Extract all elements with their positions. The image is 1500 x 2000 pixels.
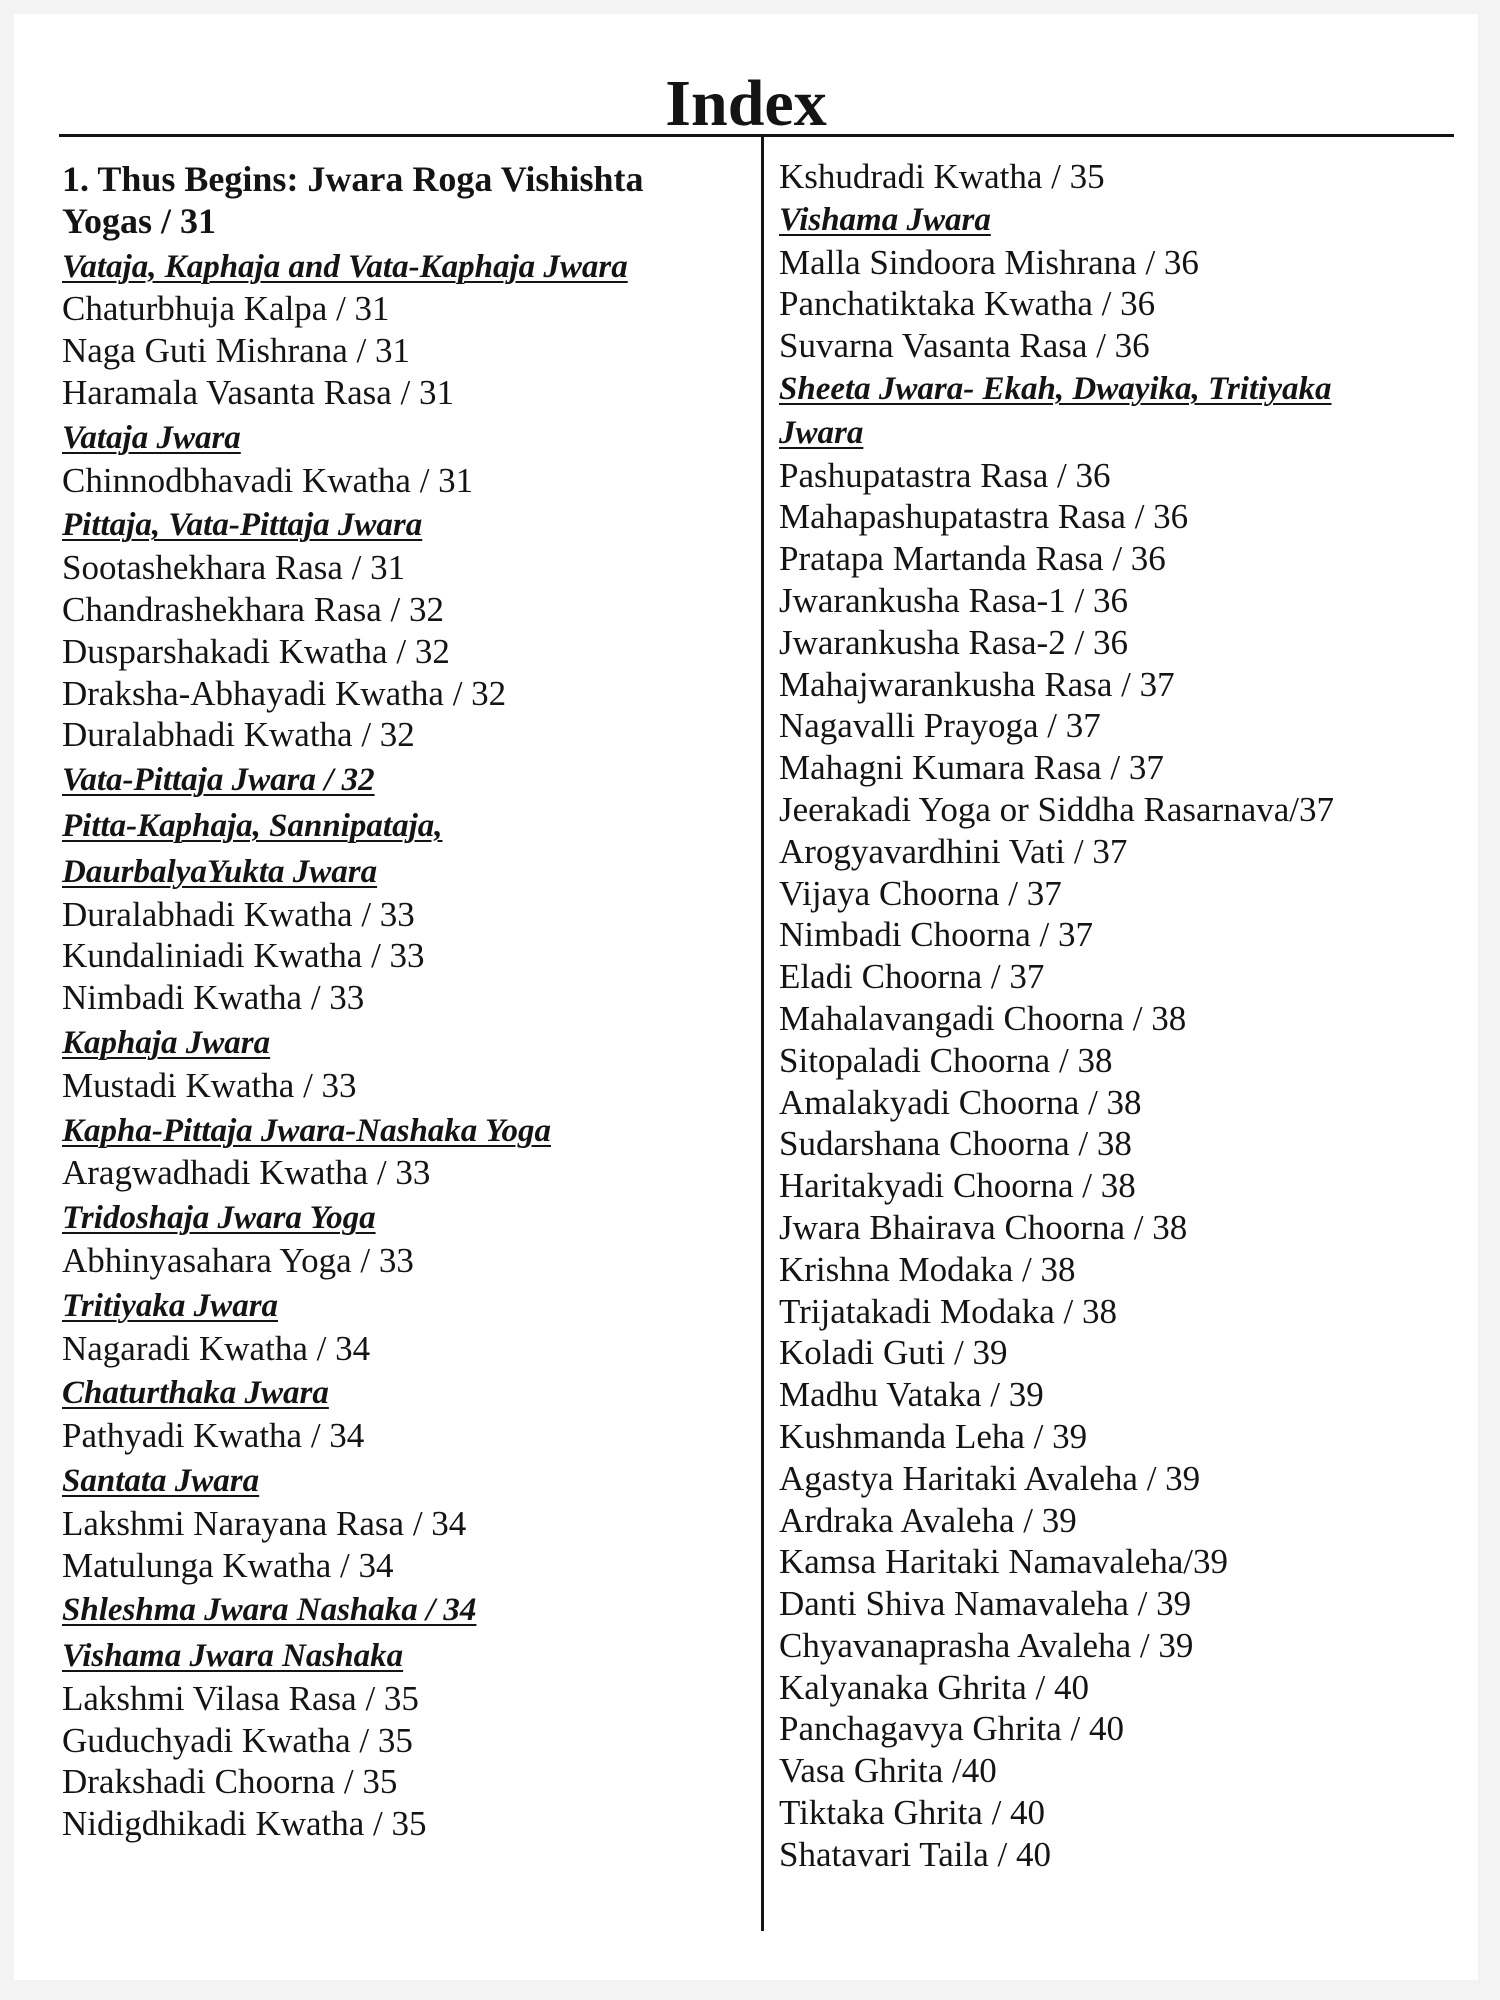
section-heading: Jwara <box>779 414 864 451</box>
index-entry: Kundaliniadi Kwatha / 33 <box>62 936 425 976</box>
section-heading: Vishama Jwara Nashaka <box>62 1638 404 1675</box>
index-entry: Vijaya Choorna / 37 <box>779 873 1062 913</box>
index-entry: Kushmanda Leha / 39 <box>779 1416 1088 1456</box>
index-entry: Guduchyadi Kwatha / 35 <box>62 1720 413 1760</box>
index-entry: Pratapa Martanda Rasa / 36 <box>779 539 1166 579</box>
index-entry: Mahalavangadi Choorna / 38 <box>779 998 1187 1038</box>
index-entry: Chaturbhuja Kalpa / 31 <box>62 289 390 329</box>
index-entry: Kamsa Haritaki Namavaleha/39 <box>779 1542 1228 1582</box>
index-entry: Chandrashekhara Rasa / 32 <box>62 589 444 629</box>
index-entry: Chyavanaprasha Avaleha / 39 <box>779 1625 1194 1665</box>
index-entry: Nidigdhikadi Kwatha / 35 <box>62 1804 427 1844</box>
index-entry: Draksha-Abhayadi Kwatha / 32 <box>62 673 507 713</box>
index-entry: Vasa Ghrita /40 <box>779 1751 997 1791</box>
index-entry: Sitopaladi Choorna / 38 <box>779 1040 1113 1080</box>
section-heading: Kapha-Pittaja Jwara-Nashaka Yoga <box>62 1112 551 1149</box>
index-entry: Mahapashupatastra Rasa / 36 <box>779 497 1189 537</box>
right-index-column <box>779 156 1469 1876</box>
index-entry: Shatavari Taila / 40 <box>779 1834 1051 1874</box>
index-entry: Duralabhadi Kwatha / 33 <box>62 894 415 934</box>
section-heading: Shleshma Jwara Nashaka / 34 <box>62 1592 477 1629</box>
index-entry: Malla Sindoora Mishrana / 36 <box>779 242 1199 282</box>
section-heading: Vataja, Kaphaja and Vata-Kaphaja Jwara <box>62 248 628 285</box>
column-divider <box>761 136 764 1931</box>
index-entry: Panchagavya Ghrita / 40 <box>779 1709 1125 1749</box>
index-entry: Danti Shiva Namavaleha / 39 <box>779 1584 1192 1624</box>
section-heading: Chaturthaka Jwara <box>62 1375 329 1412</box>
index-entry: Dusparshakadi Kwatha / 32 <box>62 631 450 671</box>
index-entry: Jwarankusha Rasa-2 / 36 <box>779 622 1128 662</box>
index-entry: Mahagni Kumara Rasa / 37 <box>779 748 1164 788</box>
index-entry: Lakshmi Vilasa Rasa / 35 <box>62 1678 419 1718</box>
index-entry: Arogyavardhini Vati / 37 <box>779 831 1128 871</box>
index-entry: Jwara Bhairava Choorna / 38 <box>779 1207 1188 1247</box>
section-heading: Kaphaja Jwara <box>62 1024 271 1061</box>
section-heading: Tritiyaka Jwara <box>62 1287 279 1324</box>
index-entry: Aragwadhadi Kwatha / 33 <box>62 1153 431 1193</box>
section-heading: Vataja Jwara <box>62 419 241 456</box>
left-index-column <box>62 159 752 1845</box>
index-entry: Amalakyadi Choorna / 38 <box>779 1082 1142 1122</box>
section-heading: Sheeta Jwara- Ekah, Dwayika, Tritiyaka <box>779 370 1332 407</box>
index-entry: Krishna Modaka / 38 <box>779 1249 1076 1289</box>
page-title: Index <box>665 67 827 140</box>
index-entry: Jeerakadi Yoga or Siddha Rasarnava/37 <box>779 789 1335 829</box>
index-entry: Koladi Guti / 39 <box>779 1333 1008 1373</box>
index-entry: Jwarankusha Rasa-1 / 36 <box>779 580 1128 620</box>
index-entry: Panchatiktaka Kwatha / 36 <box>779 284 1156 324</box>
index-entry: Naga Guti Mishrana / 31 <box>62 331 410 371</box>
index-entry: Nagaradi Kwatha / 34 <box>62 1328 371 1368</box>
index-entry: Matulunga Kwatha / 34 <box>62 1545 394 1585</box>
index-entry: Mahajwarankusha Rasa / 37 <box>779 664 1175 704</box>
index-entry: Nimbadi Kwatha / 33 <box>62 978 365 1018</box>
section-heading: Vata-Pittaja Jwara / 32 <box>62 762 375 799</box>
index-entry: Trijatakadi Modaka / 38 <box>779 1291 1117 1331</box>
title-rule <box>59 134 1454 137</box>
index-entry: Agastya Haritaki Avaleha / 39 <box>779 1458 1201 1498</box>
index-entry: Duralabhadi Kwatha / 32 <box>62 715 415 755</box>
index-page <box>14 14 1478 1980</box>
index-entry: Tiktaka Ghrita / 40 <box>779 1793 1046 1833</box>
index-entry: Haramala Vasanta Rasa / 31 <box>62 372 454 412</box>
index-entry: Madhu Vataka / 39 <box>779 1375 1044 1415</box>
index-entry: Pathyadi Kwatha / 34 <box>62 1416 365 1456</box>
index-entry: Abhinyasahara Yoga / 33 <box>62 1240 414 1280</box>
index-entry: Ardraka Avaleha / 39 <box>779 1500 1077 1540</box>
index-entry: Sudarshana Choorna / 38 <box>779 1124 1132 1164</box>
index-entry: Lakshmi Narayana Rasa / 34 <box>62 1503 467 1543</box>
index-entry: Chinnodbhavadi Kwatha / 31 <box>62 460 474 500</box>
index-entry: Mustadi Kwatha / 33 <box>62 1065 357 1105</box>
index-entry: Sootashekhara Rasa / 31 <box>62 548 406 588</box>
section-heading: Pittaja, Vata-Pittaja Jwara <box>62 507 423 544</box>
section-heading: Tridoshaja Jwara Yoga <box>62 1200 376 1237</box>
index-entry: Eladi Choorna / 37 <box>779 957 1045 997</box>
section-heading: Santata Jwara <box>62 1462 260 1499</box>
index-entry: Pashupatastra Rasa / 36 <box>779 455 1111 495</box>
chapter-heading: Yogas / 31 <box>62 200 217 241</box>
section-heading: Vishama Jwara <box>779 201 991 238</box>
index-entry: Drakshadi Choorna / 35 <box>62 1762 398 1802</box>
index-entry: Nimbadi Choorna / 37 <box>779 915 1093 955</box>
index-entry: Suvarna Vasanta Rasa / 36 <box>779 326 1150 366</box>
index-entry: Kalyanaka Ghrita / 40 <box>779 1667 1090 1707</box>
index-entry: Nagavalli Prayoga / 37 <box>779 706 1101 746</box>
section-heading: Pitta-Kaphaja, Sannipataja, <box>62 807 443 844</box>
index-entry: Kshudradi Kwatha / 35 <box>779 157 1105 196</box>
section-heading: DaurbalyaYukta Jwara <box>62 853 378 890</box>
index-entry: Haritakyadi Choorna / 38 <box>779 1166 1136 1206</box>
chapter-heading: 1. Thus Begins: Jwara Roga Vishishta <box>62 159 644 199</box>
